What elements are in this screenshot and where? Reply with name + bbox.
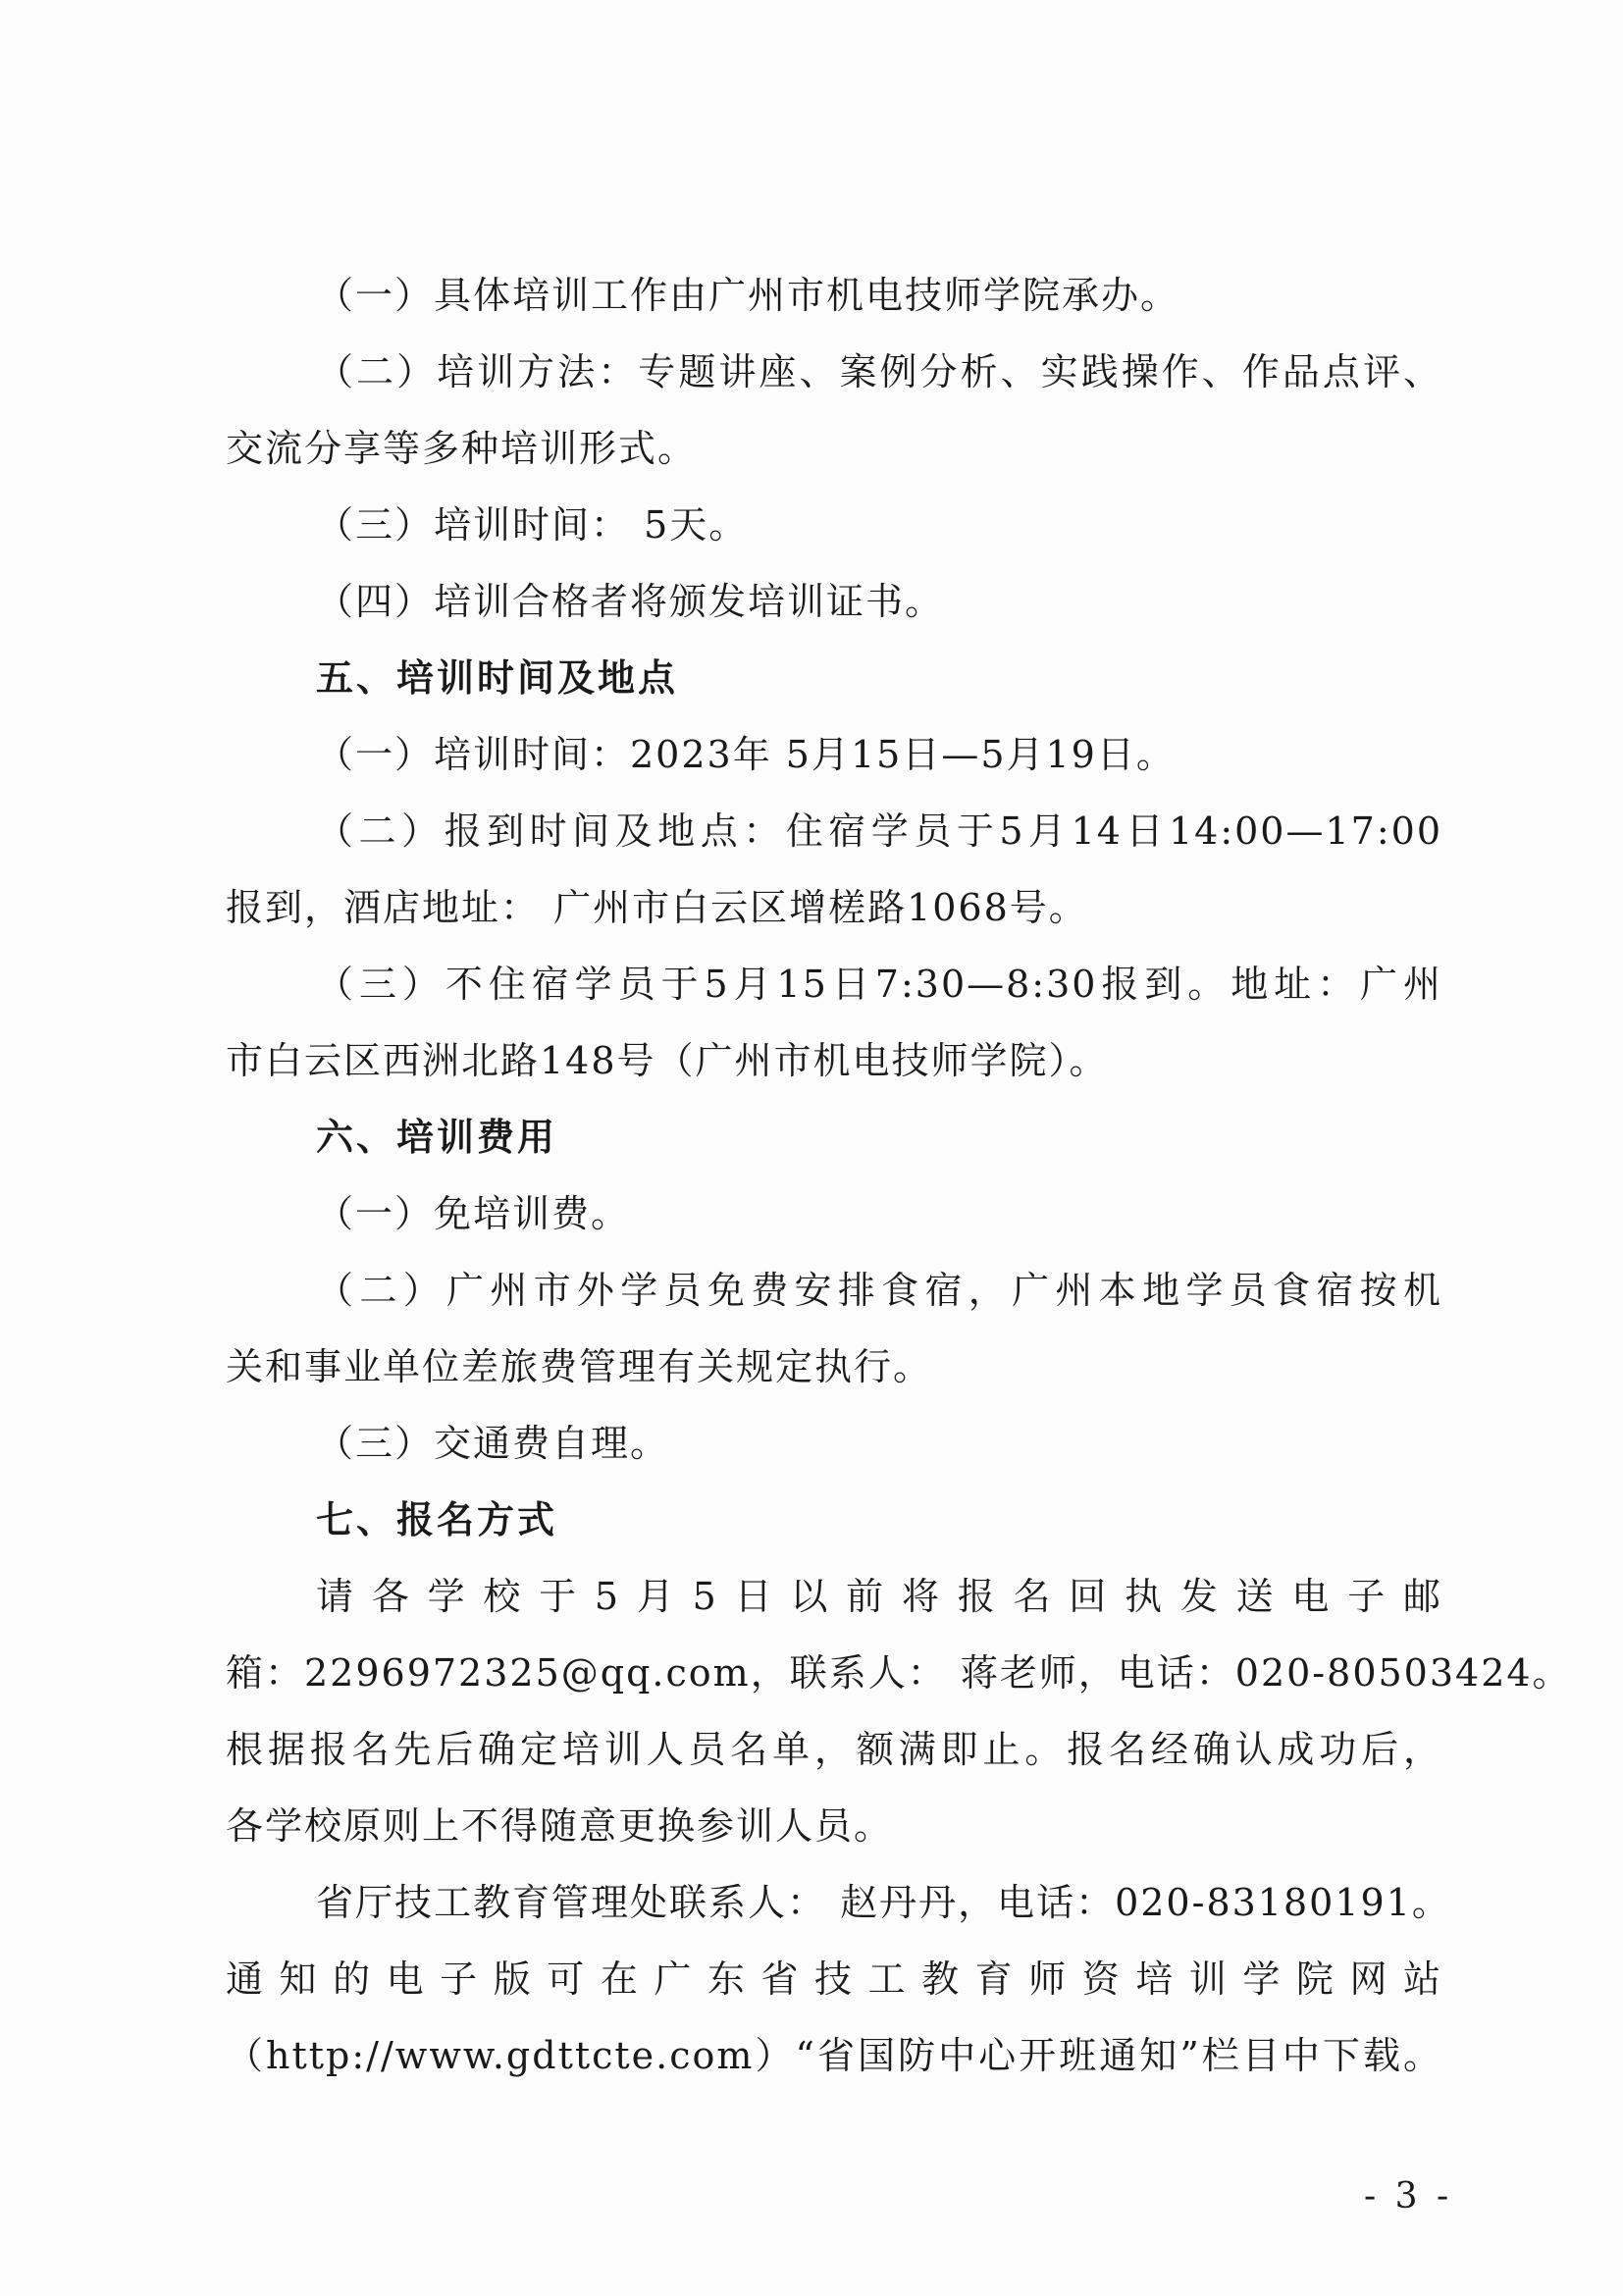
paragraph-line: （三）交通费自理。 bbox=[316, 1422, 670, 1465]
section-heading: 七、报名方式 bbox=[316, 1498, 558, 1541]
paragraph-line: 省厅技工教育管理处联系人： 赵丹丹，电话：020-83180191。 bbox=[316, 1881, 1451, 1924]
paragraph-line: 各学校原则上不得随意更换参训人员。 bbox=[226, 1804, 894, 1848]
paragraph-line: 箱：2296972325@qq.com，联系人： 蒋老师，电话：020-80503424。 bbox=[226, 1651, 1572, 1695]
paragraph-line: （四）培训合格者将颁发培训证书。 bbox=[316, 580, 945, 623]
paragraph-line: （二）报到时间及地点：住宿学员于5月14日14:00—17:00 bbox=[316, 809, 1442, 853]
paragraph-line: （一）具体培训工作由广州市机电技师学院承办。 bbox=[316, 274, 1180, 317]
paragraph-line: 关和事业单位差旅费管理有关规定执行。 bbox=[226, 1345, 933, 1388]
paragraph-line: 市白云区西洲北路148号（广州市机电技师学院）。 bbox=[226, 1039, 1109, 1082]
paragraph-line: 交流分享等多种培训形式。 bbox=[226, 427, 698, 470]
paragraph-line: 通知的电子版可在广东省技工教育师资培训学院网站 bbox=[226, 1957, 1442, 2001]
section-heading: 五、培训时间及地点 bbox=[316, 656, 679, 700]
paragraph-line: 根据报名先后确定培训人员名单，额满即止。报名经确认成功后， bbox=[226, 1728, 1442, 1771]
paragraph-line: 报到，酒店地址： 广州市白云区增槎路1068号。 bbox=[226, 886, 1088, 929]
paragraph-line: （二）广州市外学员免费安排食宿，广州本地学员食宿按机 bbox=[316, 1269, 1442, 1312]
document-body bbox=[226, 257, 1572, 2094]
page-number: - 3 - bbox=[1364, 2176, 1453, 2217]
paragraph-line: （二）培训方法：专题讲座、案例分析、实践操作、作品点评、 bbox=[316, 350, 1442, 393]
paragraph-line: （一）培训时间：2023年 5月15日—5月19日。 bbox=[316, 733, 1176, 776]
paragraph-line: （一）免培训费。 bbox=[316, 1192, 631, 1235]
paragraph-line: （三）培训时间： 5天。 bbox=[316, 503, 749, 547]
paragraph-line: （http://www.gdttcte.com）“省国防中心开班通知”栏目中下载。 bbox=[226, 2034, 1442, 2077]
paragraph-line: （三）不住宿学员于5月15日7:30—8:30报到。地址：广州 bbox=[316, 963, 1442, 1006]
paragraph-line: 请各学校于5月5日以前将报名回执发送电子邮 bbox=[316, 1575, 1442, 1618]
section-heading: 六、培训费用 bbox=[316, 1116, 558, 1159]
